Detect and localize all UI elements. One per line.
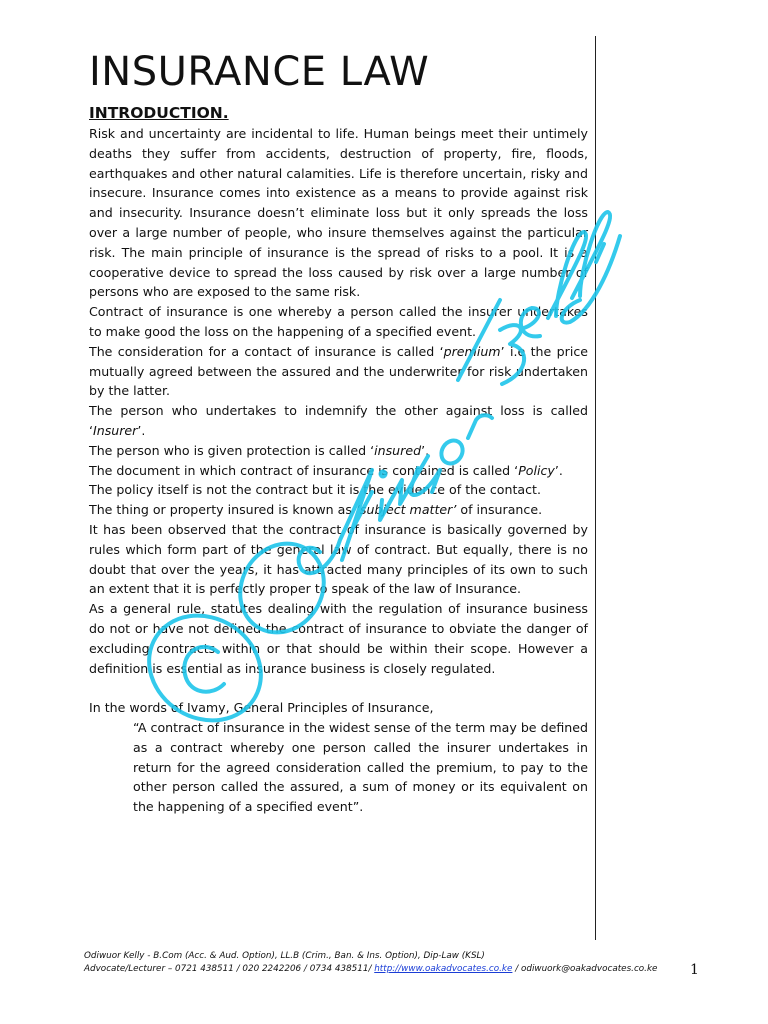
section-heading: INTRODUCTION. (89, 104, 229, 122)
term-premium: premium (443, 343, 501, 359)
paragraph-contract: Contract of insurance is one whereby a person called the insurer undertakes to make good the loss on the happening of a specified event. (89, 304, 588, 339)
paragraph-insured: The person who is given protection is called ‘insured’. (89, 442, 430, 458)
page-number: 1 (690, 962, 699, 978)
footer-credentials: Odiwuor Kelly - B.Com (Acc. & Aud. Option), LL.B (Crim., Ban. & Ins. Option), Dip-Law (KSL) (84, 951, 485, 961)
paragraph-statutes: As a general rule, statutes dealing with the regulation of insurance business do not or have not defined the contract of insurance to obviate the danger of excluding contracts within or that should be within their scope. However a definition is essential as insurance business is closely regulated. (89, 601, 588, 676)
ivamy-quote (89, 718, 588, 817)
paragraph-evidence: The policy itself is not the contract but it is the evidence of the contact. (89, 482, 541, 498)
paragraph-premium: The consideration for a contact of insurance is called ‘premium’ i.e the price mutually agreed between the assured and the underwriter for risk undertaken by the latter. (89, 343, 588, 399)
term-policy: Policy (518, 462, 555, 478)
term-insurer: Insurer (93, 422, 138, 438)
watermark-text: ©Odiwuor Kelly (0, 0, 8, 1)
margin-rule (595, 36, 596, 940)
page-footer (84, 950, 684, 976)
term-insured: insured (374, 442, 422, 458)
paragraph-general-law: It has been observed that the contract of insurance is basically governed by rules which form part of the general law of contract. But equally, there is no doubt that over the years, it has attracted many principles of its own to such an extent that it is perfectly proper to speak of the law of Insurance. (89, 521, 588, 597)
document-body (89, 124, 588, 817)
paragraph-risk: Risk and uncertainty are incidental to life. Human beings meet their untimely deaths they suffer from accidents, destruction of property, fire, floods, earthquakes and other natural calamities. Life is therefore uncertain, risky and insecure. Insurance comes into existence as a means to provide against risk and insecurity. Insurance doesn’t eliminate loss but it only spreads the loss over a large number of people, who insure themselves against the particular risk. The main principle of insurance is the spread of risks to a pool. It is a cooperative device to spread the loss caused by risk over a large number of persons who are exposed to the same risk. (89, 126, 588, 300)
footer-contacts: Advocate/Lecturer – 0721 438511 / 020 2242206 / 0734 438511/ http://www.oakadvocates.co.ke / odiwuork@oakadvocates.co.ke (84, 964, 658, 974)
quote-text: “A contract of insurance in the widest sense of the term may be defined as a contract whereby one person called the insurer undertakes in return for the agreed consideration called the premium, to pay to the other person called the assured, a sum of money or its equivalent on the happening of a specified event”. (133, 719, 588, 815)
paragraph-subject-matter: The thing or property insured is known as ‘subject matter’ of insurance. (89, 502, 543, 518)
paragraph-insurer: The person who undertakes to indemnify the other against loss is called ‘Insurer’. (89, 403, 588, 438)
document-title: INSURANCE LAW (89, 49, 430, 95)
website-link[interactable]: http://www.oakadvocates.co.ke (374, 964, 513, 974)
document-content (89, 44, 588, 817)
paragraph-ivamy: In the words of Ivamy, General Principles of Insurance, (89, 700, 434, 716)
term-subject-matter: ‘subject matter’ (355, 502, 457, 518)
paragraph-policy: The document in which contract of insurance is contained is called ‘Policy’. (89, 462, 563, 478)
